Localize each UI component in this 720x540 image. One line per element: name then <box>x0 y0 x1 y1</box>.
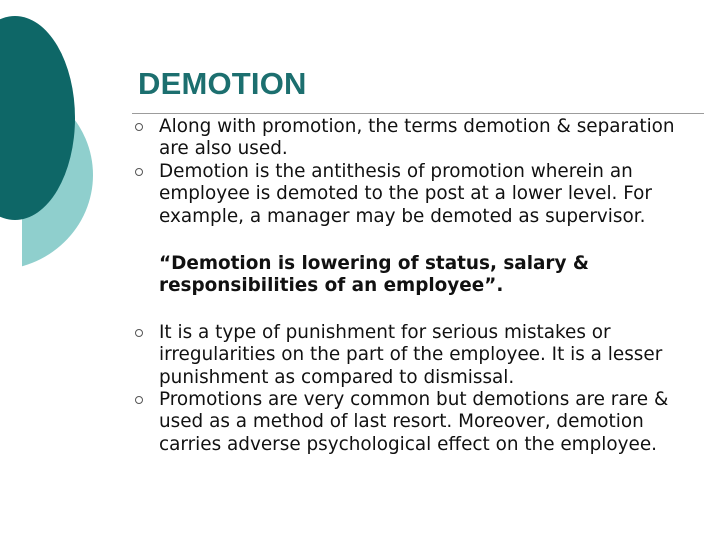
slide-title: DEMOTION <box>138 66 307 101</box>
bullet-item <box>132 161 692 228</box>
bullet-item <box>132 389 692 456</box>
bullet-item <box>132 322 692 389</box>
decorative-circles <box>0 0 130 300</box>
bullet-text: It is a type of punishment for serious mistakes or irregularities on the part of the employee. It is a lesser punishment as compared to dismissal. <box>159 321 663 388</box>
title-divider <box>132 113 704 114</box>
bullet-circle-icon <box>135 168 143 176</box>
slide-content <box>132 116 692 456</box>
bullet-text: Promotions are very common but demotions are rare & used as a method of last resort. Moreover, demotion carries adverse psychological effect on the employee. <box>159 389 669 455</box>
bullet-text: Demotion is the antithesis of promotion wherein an employee is demoted to the post at a lower level. For example, a manager may be demoted as supervisor. <box>159 160 652 227</box>
bullet-text: Along with promotion, the terms demotion & separation are also used. <box>159 116 675 160</box>
bullet-circle-icon <box>135 329 143 337</box>
bullet-circle-icon <box>135 396 143 404</box>
definition-quote: “Demotion is lowering of status, salary & responsibilities of an employee”. <box>159 253 589 297</box>
bullet-circle-icon <box>135 123 143 131</box>
bullet-item <box>132 116 692 161</box>
